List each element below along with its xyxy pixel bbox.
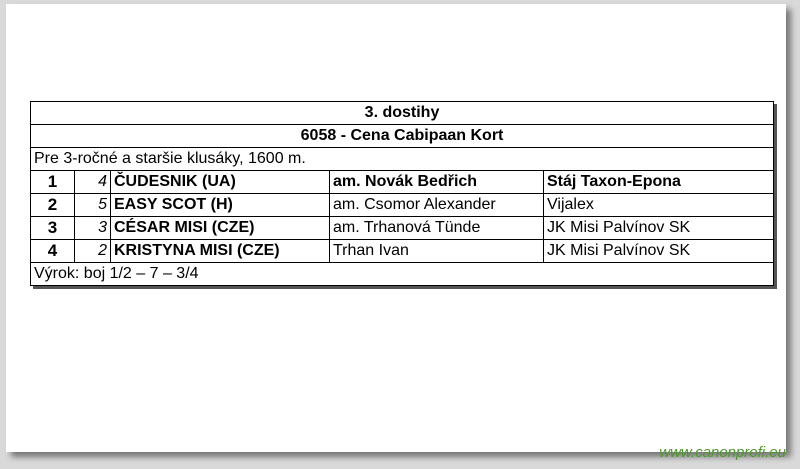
race-conditions-row	[31, 148, 774, 171]
place-cell: 4	[31, 240, 75, 263]
stable-cell: JK Misi Palvínov SK	[544, 240, 774, 263]
start-number-cell: 2	[75, 240, 111, 263]
horse-name-cell: KRISTYNA MISI (CZE)	[111, 240, 330, 263]
race-heading: 3. dostihy	[31, 102, 774, 125]
watermark-url: www.canonprofi.eu	[659, 444, 786, 461]
race-conditions: Pre 3-ročné a staršie klusáky, 1600 m.	[31, 148, 774, 171]
driver-cell: am. Trhanová Tünde	[330, 217, 544, 240]
table-row	[31, 240, 774, 263]
start-number-cell: 4	[75, 171, 111, 194]
horse-name-cell: ČUDESNIK (UA)	[111, 171, 330, 194]
place-cell: 2	[31, 194, 75, 217]
table-row	[31, 194, 774, 217]
table-row	[31, 171, 774, 194]
document-page	[6, 4, 786, 452]
driver-cell: am. Csomor Alexander	[330, 194, 544, 217]
place-cell: 1	[31, 171, 75, 194]
driver-cell: am. Novák Bedřich	[330, 171, 544, 194]
stable-cell: Stáj Taxon-Epona	[544, 171, 774, 194]
stable-cell: JK Misi Palvínov SK	[544, 217, 774, 240]
race-heading-row	[31, 102, 774, 125]
table-row	[31, 217, 774, 240]
race-title: 6058 - Cena Cabipaan Kort	[31, 125, 774, 148]
stable-cell: Vijalex	[544, 194, 774, 217]
place-cell: 3	[31, 217, 75, 240]
race-result-text: Výrok: boj 1/2 – 7 – 3/4	[31, 263, 774, 286]
race-title-row	[31, 125, 774, 148]
race-result-table	[30, 101, 774, 286]
race-result-row	[31, 263, 774, 286]
driver-cell: Trhan Ivan	[330, 240, 544, 263]
start-number-cell: 3	[75, 217, 111, 240]
horse-name-cell: CÉSAR MISI (CZE)	[111, 217, 330, 240]
start-number-cell: 5	[75, 194, 111, 217]
horse-name-cell: EASY SCOT (H)	[111, 194, 330, 217]
